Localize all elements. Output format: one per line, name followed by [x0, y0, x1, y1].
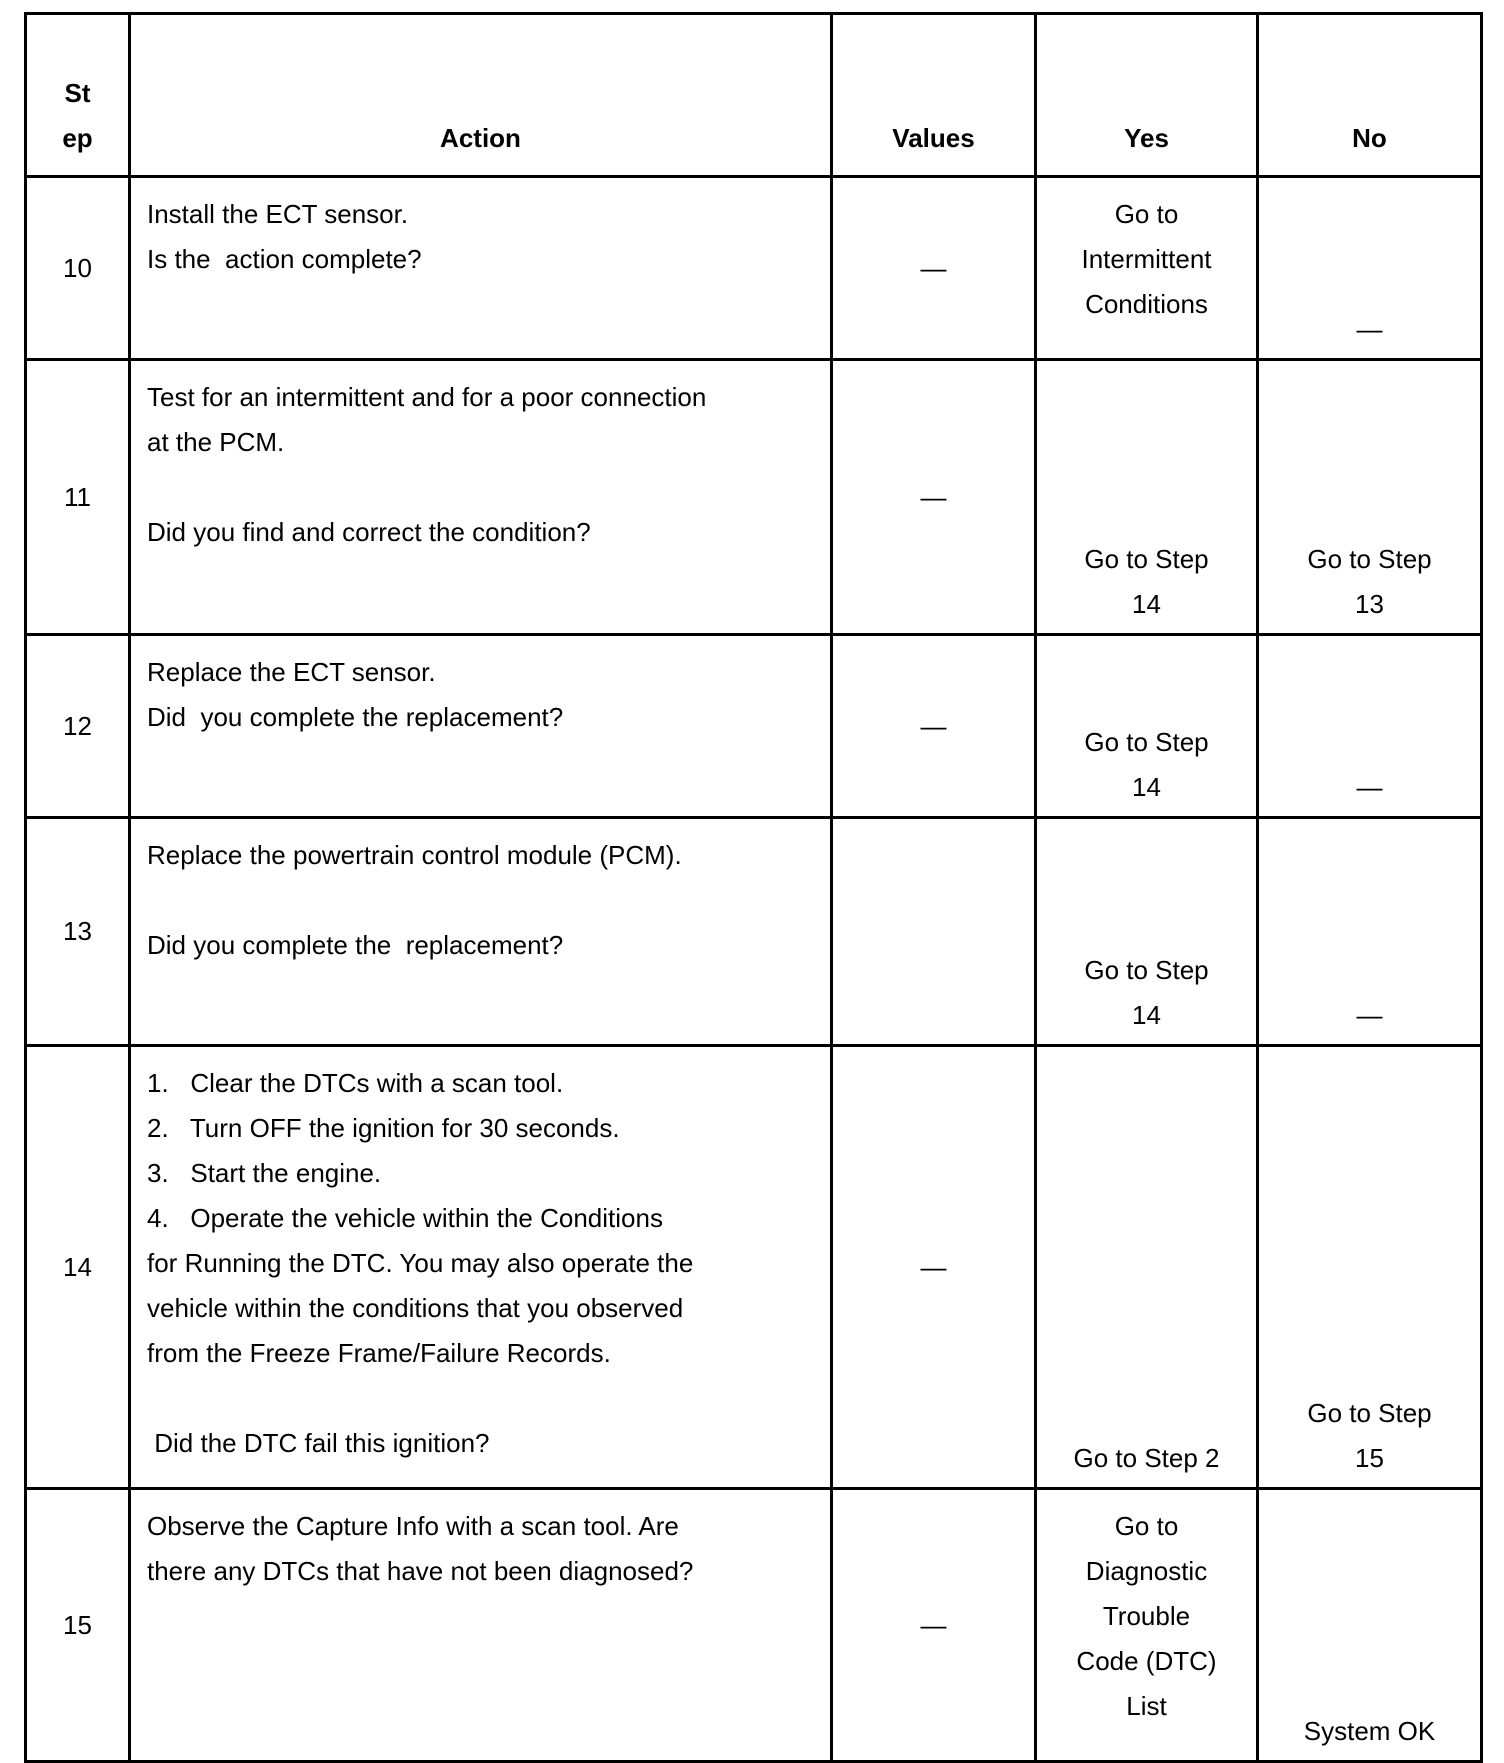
action-cell: Replace the powertrain control module (PCM). Did you complete the replacement?	[130, 818, 832, 1046]
action-cell: Test for an intermittent and for a poor connection at the PCM. Did you find and correct the condition?	[130, 360, 832, 635]
no-cell: —	[1258, 177, 1482, 360]
yes-cell: Go to Step 14	[1036, 635, 1258, 818]
no-cell: —	[1258, 635, 1482, 818]
header-row	[26, 14, 1482, 177]
values-cell: —	[832, 177, 1036, 360]
header-no: No	[1258, 14, 1482, 177]
action-cell: Replace the ECT sensor. Did you complete the replacement?	[130, 635, 832, 818]
header-step: St ep	[26, 14, 130, 177]
values-cell: —	[832, 360, 1036, 635]
yes-cell: Go to Step 2	[1036, 1046, 1258, 1489]
step-cell: 12	[26, 635, 130, 818]
table-row	[26, 635, 1482, 818]
yes-cell: Go to Intermittent Conditions	[1036, 177, 1258, 360]
values-cell	[832, 818, 1036, 1046]
values-cell: —	[832, 1489, 1036, 1762]
action-cell: 1. Clear the DTCs with a scan tool. 2. Turn OFF the ignition for 30 seconds. 3. Start the engine. 4. Operate the vehicle within the Conditions for Running the DTC. You may also operate the vehicle within the conditions that you observed from the Freeze Frame/Failure Records. Did the DTC fail this ignition?	[130, 1046, 832, 1489]
yes-cell: Go to Step 14	[1036, 360, 1258, 635]
step-cell: 10	[26, 177, 130, 360]
values-cell: —	[832, 1046, 1036, 1489]
table-row	[26, 818, 1482, 1046]
table-row	[26, 360, 1482, 635]
table-row	[26, 1489, 1482, 1762]
header-action: Action	[130, 14, 832, 177]
step-cell: 15	[26, 1489, 130, 1762]
table-row	[26, 1046, 1482, 1489]
header-yes: Yes	[1036, 14, 1258, 177]
diagnostic-steps-table	[24, 12, 1483, 1763]
header-values: Values	[832, 14, 1036, 177]
action-cell: Observe the Capture Info with a scan tool. Are there any DTCs that have not been diagnosed?	[130, 1489, 832, 1762]
step-cell: 14	[26, 1046, 130, 1489]
no-cell: —	[1258, 818, 1482, 1046]
action-cell: Install the ECT sensor. Is the action complete?	[130, 177, 832, 360]
step-cell: 13	[26, 818, 130, 1046]
no-cell: System OK	[1258, 1489, 1482, 1762]
no-cell: Go to Step 15	[1258, 1046, 1482, 1489]
yes-cell: Go to Diagnostic Trouble Code (DTC) List	[1036, 1489, 1258, 1762]
no-cell: Go to Step 13	[1258, 360, 1482, 635]
yes-cell: Go to Step 14	[1036, 818, 1258, 1046]
table-row	[26, 177, 1482, 360]
step-cell: 11	[26, 360, 130, 635]
values-cell: —	[832, 635, 1036, 818]
